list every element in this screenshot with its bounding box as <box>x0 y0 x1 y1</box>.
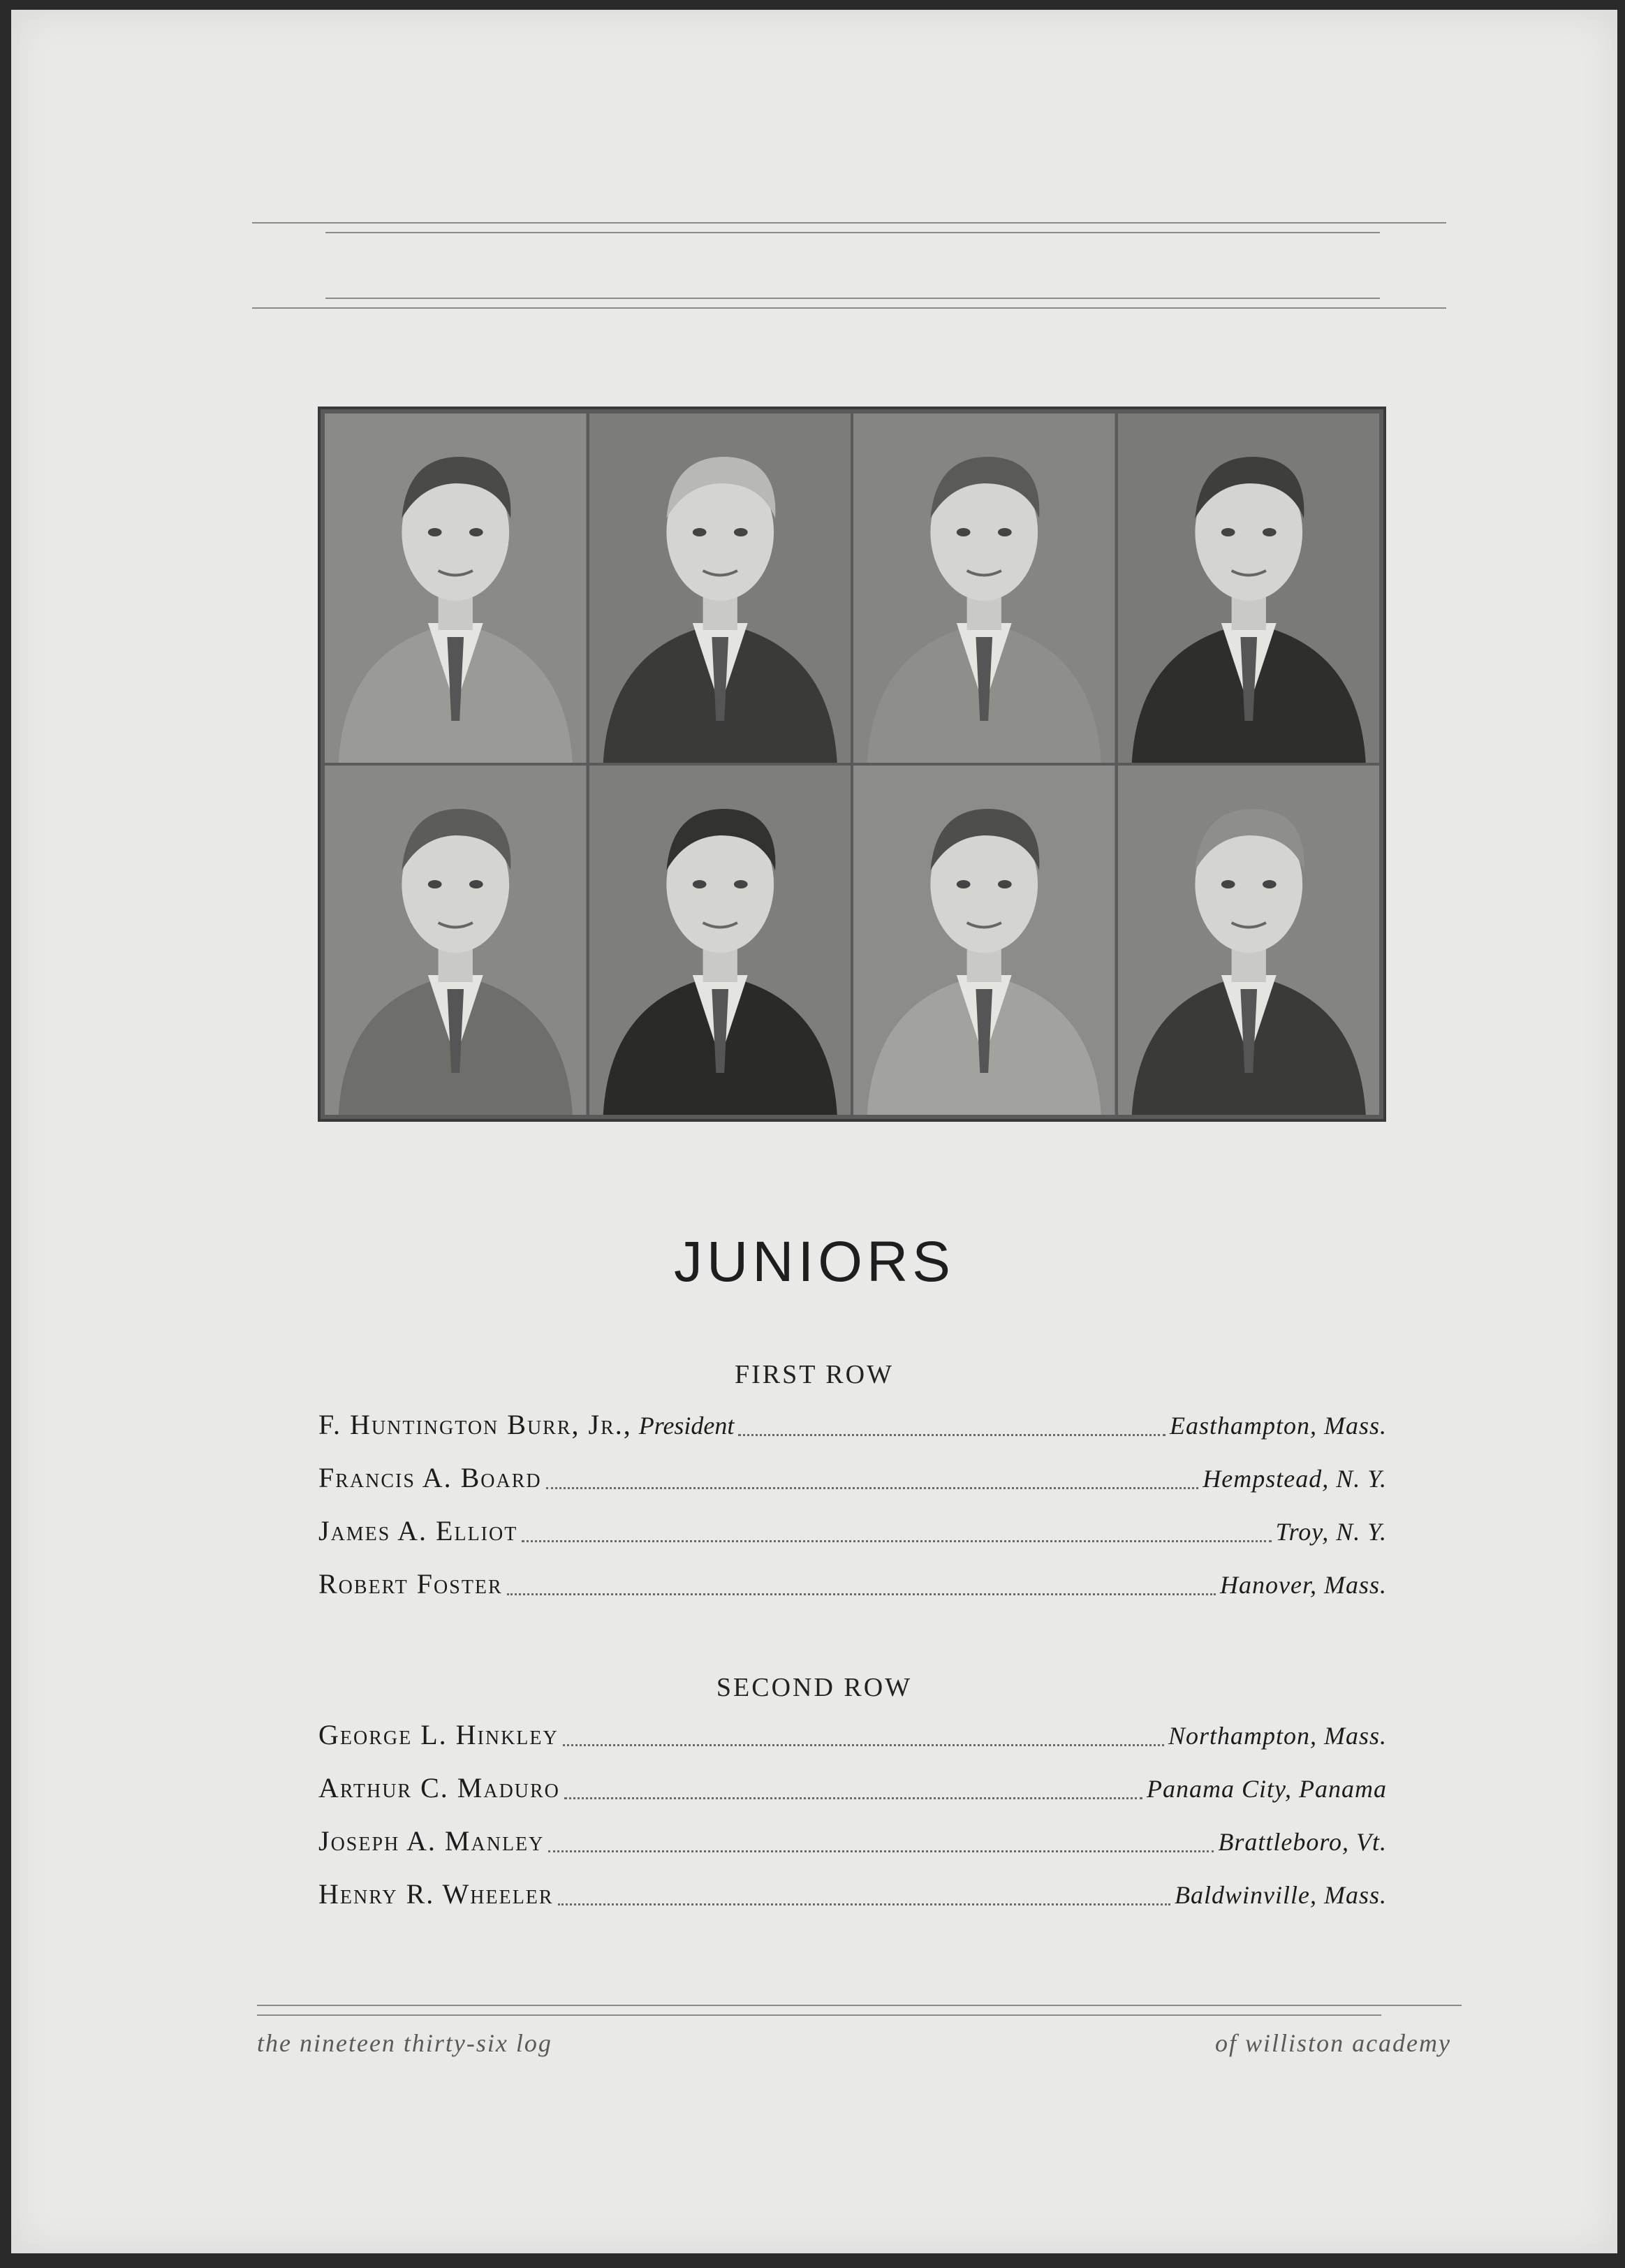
top-rule-3 <box>325 298 1380 299</box>
portrait-image <box>1118 414 1380 763</box>
portrait-image <box>325 414 587 763</box>
dot-leader <box>522 1540 1271 1542</box>
student-portrait <box>853 766 1115 1115</box>
footer-left: the nineteen thirty-six log <box>257 2029 552 2057</box>
member-entry <box>318 1718 1387 1756</box>
member-name: Arthur C. Maduro <box>318 1772 560 1804</box>
student-portrait <box>325 766 587 1115</box>
student-portrait <box>1118 766 1380 1115</box>
member-hometown: Baldwinville, Mass. <box>1175 1881 1387 1909</box>
member-name: Robert Foster <box>318 1568 503 1600</box>
top-rule-4 <box>252 307 1446 309</box>
member-hometown: Troy, N. Y. <box>1275 1518 1387 1546</box>
student-portrait <box>589 766 851 1115</box>
dot-leader <box>546 1487 1199 1489</box>
top-rule-2 <box>325 232 1380 233</box>
page-title: JUNIORS <box>674 1230 955 1294</box>
dot-leader <box>558 1903 1170 1905</box>
footer-right: of williston academy <box>1215 2029 1451 2057</box>
portrait-image <box>853 414 1115 763</box>
dot-leader <box>738 1434 1166 1436</box>
dot-leader <box>564 1797 1142 1799</box>
member-hometown: Hempstead, N. Y. <box>1203 1465 1387 1493</box>
member-hometown: Easthampton, Mass. <box>1169 1412 1387 1440</box>
student-portrait <box>589 414 851 763</box>
portrait-image <box>1118 766 1380 1115</box>
dot-leader <box>563 1744 1164 1746</box>
member-hometown: Brattleboro, Vt. <box>1218 1828 1387 1856</box>
student-portrait <box>1118 414 1380 763</box>
member-entry <box>318 1771 1387 1809</box>
student-portrait <box>853 414 1115 763</box>
top-rule-1 <box>252 222 1446 224</box>
member-name: F. Huntington Burr, Jr., <box>318 1409 632 1440</box>
member-hometown: Panama City, Panama <box>1147 1775 1387 1803</box>
member-entry <box>318 1824 1387 1862</box>
bottom-rule-1 <box>257 2005 1462 2006</box>
portrait-image <box>589 414 851 763</box>
member-name: Francis A. Board <box>318 1462 542 1493</box>
second-row-heading: SECOND ROW <box>716 1673 913 1702</box>
member-hometown: Hanover, Mass. <box>1220 1571 1387 1599</box>
member-entry <box>318 1878 1387 1915</box>
member-name: Henry R. Wheeler <box>318 1878 554 1910</box>
member-hometown: Northampton, Mass. <box>1168 1722 1387 1750</box>
portrait-image <box>589 766 851 1115</box>
member-entry <box>318 1514 1387 1552</box>
yearbook-page <box>11 10 1617 2253</box>
portrait-image <box>853 766 1115 1115</box>
bottom-rule-2 <box>257 2014 1381 2016</box>
member-name: James A. Elliot <box>318 1515 518 1546</box>
member-name: Joseph A. Manley <box>318 1825 545 1857</box>
member-role: President <box>638 1412 735 1440</box>
member-entry <box>318 1567 1387 1605</box>
member-entry <box>318 1461 1387 1499</box>
member-entry <box>318 1408 1387 1446</box>
member-name: George L. Hinkley <box>318 1719 559 1750</box>
dot-leader <box>507 1593 1216 1595</box>
student-portrait <box>325 414 587 763</box>
portrait-image <box>325 766 587 1115</box>
first-row-heading: FIRST ROW <box>735 1360 894 1389</box>
portrait-grid <box>318 407 1386 1122</box>
dot-leader <box>548 1850 1214 1852</box>
